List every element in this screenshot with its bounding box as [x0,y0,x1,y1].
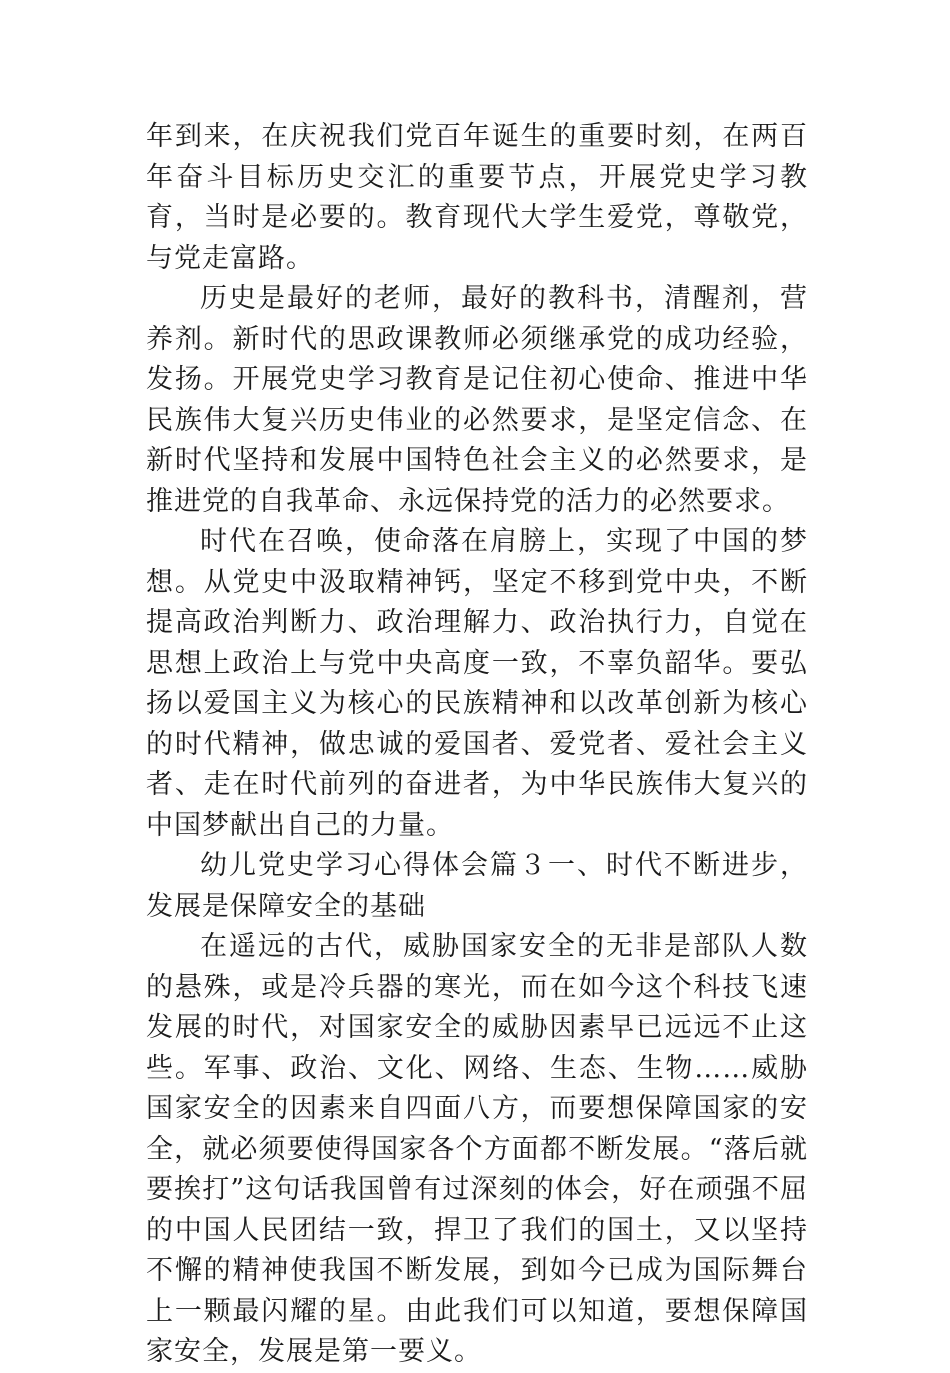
section-heading: 幼儿党史学习心得体会篇３一、时代不断进步，发展是保障安全的基础 [146,850,808,922]
paragraph: 年到来，在庆祝我们党百年诞生的重要时刻，在两百年奋斗目标历史交汇的重要节点，开展党史学习教育，当时是必要的。教育现代大学生爱党，尊敬党，与党走富路。 [146,121,808,274]
paragraph: 历史是最好的老师，最好的教科书，清醒剂，营养剂。新时代的思政课教师必须继承党的成功经验，发扬。开展党史学习教育是记住初心使命、推进中华民族伟大复兴历史伟业的必然要求，是坚定信念、在新时代坚持和发展中国特色社会主义的必然要求，是推进党的自我革命、永远保持党的活力的必然要求。 [146,283,808,517]
document-page [146,117,808,1373]
paragraph: 在遥远的古代，威胁国家安全的无非是部队人数的悬殊，或是冷兵器的寒光，而在如今这个科技飞速发展的时代，对国家安全的威胁因素早已远远不止这些。军事、政治、文化、网络、生态、生物……威胁国家安全的因素来自四面八方，而要想保障国家的安全，就必须要使得国家各个方面都不断发展。“落后就要挨打”这句话我国曾有过深刻的体会，好在顽强不屈的中国人民团结一致，捍卫了我们的国土，又以坚持不懈的精神使我国不断发展，到如今已成为国际舞台上一颗最闪耀的星。由此我们可以知道，要想保障国家安全，发展是第一要义。 [146,931,808,1367]
paragraph: 时代在召唤，使命落在肩膀上，实现了中国的梦想。从党史中汲取精神钙，坚定不移到党中央，不断提高政治判断力、政治理解力、政治执行力，自觉在思想上政治上与党中央高度一致，不辜负韶华。要弘扬以爱国主义为核心的民族精神和以改革创新为核心的时代精神，做忠诚的爱国者、爱党者、爱社会主义者、走在时代前列的奋进者，为中华民族伟大复兴的中国梦献出自己的力量。 [146,526,808,841]
